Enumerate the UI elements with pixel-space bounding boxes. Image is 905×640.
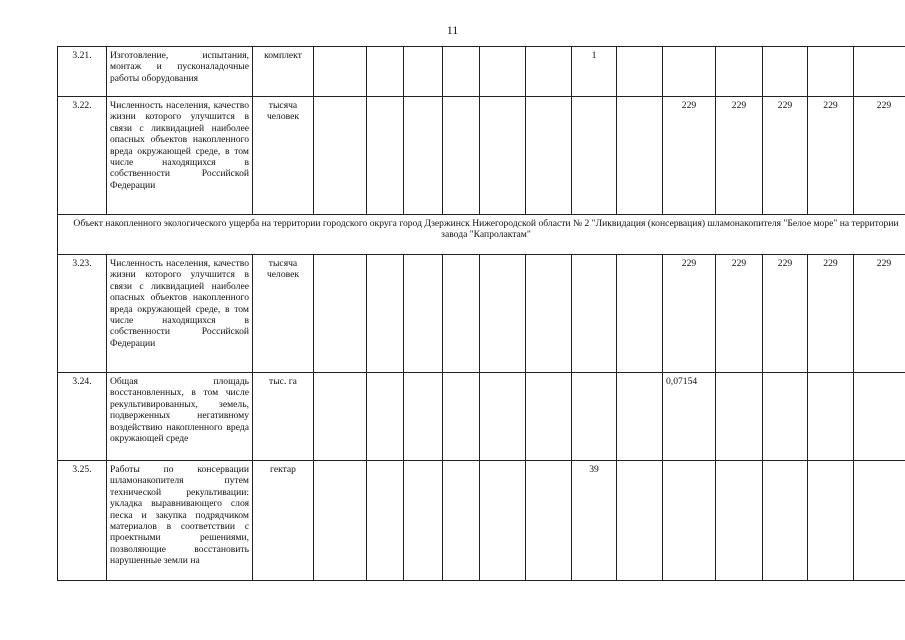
value-cell	[572, 97, 617, 215]
value-cell	[617, 97, 663, 215]
value-cell	[367, 97, 404, 215]
value-cell	[367, 461, 404, 581]
value-cell	[763, 373, 808, 461]
row-unit: тысяча человек	[253, 255, 314, 373]
value-cell	[808, 47, 854, 97]
value-cell: 229	[763, 97, 808, 215]
value-cell	[314, 47, 367, 97]
value-cell	[854, 47, 905, 97]
value-cell: 39	[572, 461, 617, 581]
section-header-row	[58, 215, 905, 255]
page-number: 11	[446, 23, 459, 37]
value-cell	[617, 373, 663, 461]
value-cell: 0,07154	[663, 373, 716, 461]
value-cell	[480, 373, 526, 461]
value-cell: 229	[808, 97, 854, 215]
value-cell	[480, 47, 526, 97]
value-cell	[443, 461, 480, 581]
value-cell	[763, 461, 808, 581]
value-cell	[367, 47, 404, 97]
row-description: Численность населения, качество жизни которого улучшится в связи с ликвидацией наиболее опасных объектов накопленного вреда окружающей среде, в том числе находящихся в собственности Российской Федерации	[107, 97, 253, 215]
row-unit: тысяча человек	[253, 97, 314, 215]
value-cell: 229	[716, 97, 763, 215]
row-description: Изготовление, испытания, монтаж и пусконаладочные работы оборудования	[107, 47, 253, 97]
value-cell: 229	[663, 255, 716, 373]
row-number: 3.21.	[58, 47, 107, 97]
row-description: Общая площадь восстановленных, в том числе рекультивированных, земель, подверженных негативному воздействию накопленного вреда окружающей среде	[107, 373, 253, 461]
value-cell	[443, 97, 480, 215]
value-cell	[526, 461, 572, 581]
value-cell	[808, 373, 854, 461]
section-header: Объект накопленного экологического ущерба на территории городского округа город Дзержинск Нижегородской области № 2 "Ликвидация (консервация) шламонакопителя "Белое море" на территории завода "Капролактам"	[58, 215, 905, 255]
value-cell	[314, 255, 367, 373]
value-cell: 229	[854, 97, 905, 215]
value-cell	[526, 255, 572, 373]
row-number: 3.23.	[58, 255, 107, 373]
value-cell	[367, 373, 404, 461]
value-cell	[663, 461, 716, 581]
value-cell	[617, 255, 663, 373]
value-cell	[480, 255, 526, 373]
value-cell	[404, 373, 443, 461]
value-cell	[314, 97, 367, 215]
table-row	[58, 97, 905, 215]
value-cell	[808, 461, 854, 581]
value-cell	[404, 461, 443, 581]
value-cell	[404, 97, 443, 215]
value-cell	[763, 47, 808, 97]
value-cell: 229	[854, 255, 905, 373]
value-cell	[572, 373, 617, 461]
row-unit: гектар	[253, 461, 314, 581]
value-cell	[404, 255, 443, 373]
value-cell	[314, 461, 367, 581]
value-cell	[480, 97, 526, 215]
value-cell: 1	[572, 47, 617, 97]
value-cell	[716, 461, 763, 581]
indicators-table	[57, 46, 905, 581]
value-cell: 229	[663, 97, 716, 215]
value-cell: 229	[808, 255, 854, 373]
table-row	[58, 255, 905, 373]
value-cell	[572, 255, 617, 373]
value-cell	[854, 373, 905, 461]
row-unit: тыс. га	[253, 373, 314, 461]
table-row	[58, 373, 905, 461]
row-number: 3.22.	[58, 97, 107, 215]
value-cell	[617, 47, 663, 97]
value-cell	[526, 97, 572, 215]
table-row	[58, 461, 905, 581]
table-row	[58, 47, 905, 97]
row-number: 3.24.	[58, 373, 107, 461]
row-unit: комплект	[253, 47, 314, 97]
value-cell: 229	[763, 255, 808, 373]
value-cell	[443, 47, 480, 97]
value-cell	[480, 461, 526, 581]
value-cell	[526, 47, 572, 97]
value-cell	[716, 47, 763, 97]
value-cell	[854, 461, 905, 581]
value-cell	[617, 461, 663, 581]
value-cell	[443, 373, 480, 461]
value-cell: 229	[716, 255, 763, 373]
row-description	[107, 461, 253, 581]
value-cell	[443, 255, 480, 373]
value-cell	[716, 373, 763, 461]
value-cell	[526, 373, 572, 461]
row-description: Численность населения, качество жизни которого улучшится в связи с ликвидацией наиболее опасных объектов накопленного вреда окружающей среде, в том числе находящихся в собственности Российской Федерации	[107, 255, 253, 373]
value-cell	[367, 255, 404, 373]
value-cell	[663, 47, 716, 97]
value-cell	[314, 373, 367, 461]
row-description-text: Работы по консервации шламонакопителя путем технической рекультивации: укладка выравнивающего слоя песка и закупка подрядчиком материалов в соответствии с проектными решениями, позволяющие восстановить нарушенные земли на	[110, 464, 249, 567]
row-number: 3.25.	[58, 461, 107, 581]
value-cell	[404, 47, 443, 97]
